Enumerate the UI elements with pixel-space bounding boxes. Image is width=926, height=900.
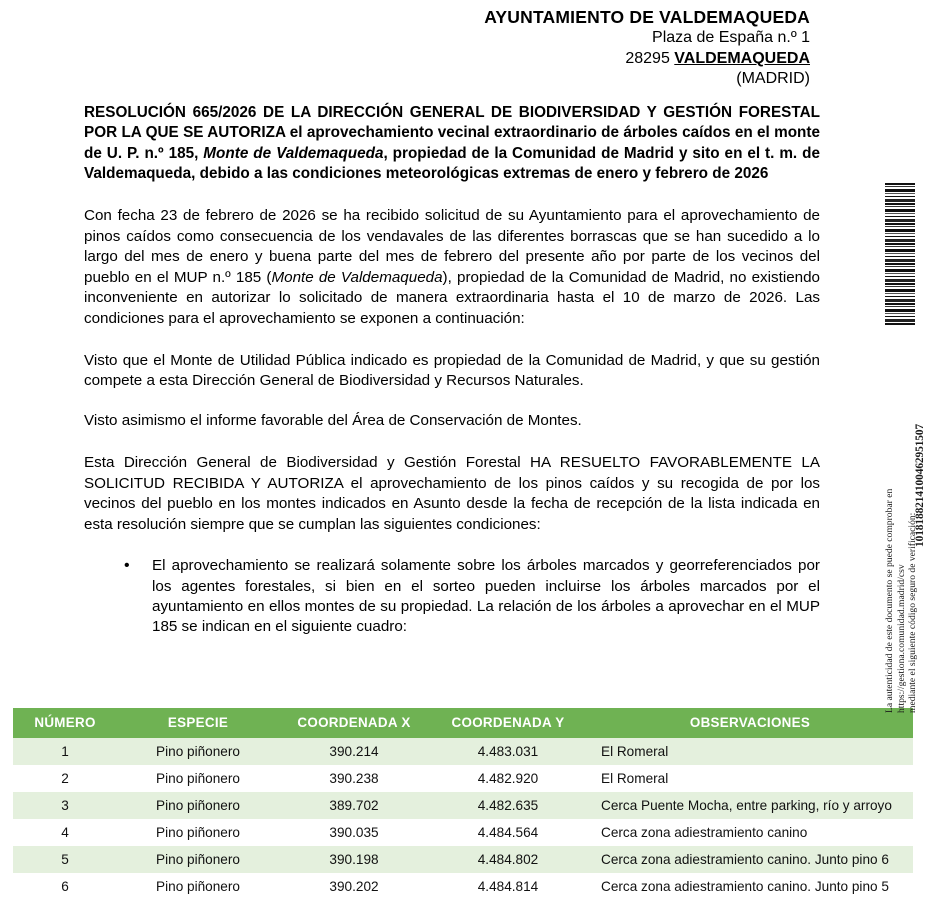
- letterhead-town: VALDEMAQUEDA: [674, 49, 810, 67]
- cell-coordenada-y: 4.482.920: [429, 765, 587, 792]
- letterhead-organization: AYUNTAMIENTO DE VALDEMAQUEDA: [484, 7, 810, 27]
- table-row: [13, 846, 913, 873]
- table-header-observaciones: OBSERVACIONES: [587, 708, 913, 738]
- table-header-row: [13, 708, 913, 738]
- cell-observaciones: El Romeral: [587, 765, 913, 792]
- cell-observaciones: Cerca zona adiestramiento canino. Junto pino 6: [587, 846, 913, 873]
- letterhead-province: (MADRID): [736, 70, 810, 88]
- table-row: [13, 765, 913, 792]
- letterhead-city-line: [484, 49, 810, 69]
- cell-especie: Pino piñonero: [117, 873, 279, 900]
- csv-verification-code: 1018188214100462951507: [914, 423, 926, 547]
- resolution-title-rest-1: el aprovechamiento vecinal extraordinario de árboles caídos en el monte de U. P. n.º 185,: [84, 124, 820, 162]
- resolution-title-rest-2: , propiedad de la Comunidad de Madrid y sito en el t. m. de Valdemaqueda, debido a las condiciones meteorológicas extremas de enero y febrero de 2026: [84, 144, 820, 183]
- csv-verification-strip: [880, 183, 924, 713]
- cell-observaciones: El Romeral: [587, 738, 913, 765]
- barcode-icon: [885, 183, 915, 326]
- cell-coordenada-x: 389.702: [279, 792, 429, 819]
- csv-note-line-3: mediante el siguiente código seguro de verificación:: [907, 512, 919, 713]
- resolution-title-lead: RESOLUCIÓN 665/2026 DE LA DIRECCIÓN GENERAL DE BIODIVERSIDAD Y GESTIÓN FORESTAL POR LA QUE SE AUTORIZA: [84, 104, 820, 142]
- condition-item: • El aprovechamiento se realizará solamente sobre los árboles marcados y georreferenciados por los agentes forestales, si bien en el sorteo pueden incluirse los árboles marcados por el ayuntamiento en ellos montes de su propiedad. La relación de los árboles a aprovechar en el MUP 185 se indican en el siguiente cuadro:: [124, 556, 820, 638]
- table-row: [13, 792, 913, 819]
- paragraph-resuelto: Esta Dirección General de Biodiversidad y Gestión Forestal HA RESUELTO FAVORABLEMENTE LA SOLICITUD RECIBIDA Y AUTORIZA el aprovechamiento de los pinos caídos y su recogida de por los vecinos del pueblo en los montes indicados en Asunto desde la fecha de recepción de la lista indicada en esta resolución siempre que se cumplan las siguientes condiciones:: [84, 454, 820, 533]
- cell-numero: 4: [13, 819, 117, 846]
- cell-observaciones: Cerca zona adiestramiento canino. Junto pino 5: [587, 873, 913, 900]
- table-header-especie: ESPECIE: [117, 708, 279, 738]
- cell-coordenada-y: 4.484.802: [429, 846, 587, 873]
- cell-coordenada-x: 390.238: [279, 765, 429, 792]
- cell-coordenada-x: 390.035: [279, 819, 429, 846]
- table-row: [13, 738, 913, 765]
- cell-coordenada-x: 390.202: [279, 873, 429, 900]
- cell-coordenada-y: 4.483.031: [429, 738, 587, 765]
- letterhead: [484, 6, 810, 90]
- paragraph-solicitud-monte-italic: Monte de Valdemaqueda: [271, 268, 443, 286]
- document-body: [84, 103, 820, 638]
- cell-especie: Pino piñonero: [117, 846, 279, 873]
- cell-coordenada-y: 4.484.814: [429, 873, 587, 900]
- table-header-numero: NÚMERO: [13, 708, 117, 738]
- cell-especie: Pino piñonero: [117, 819, 279, 846]
- cell-observaciones: Cerca zona adiestramiento canino: [587, 819, 913, 846]
- table-row: [13, 873, 913, 900]
- trees-table-head: [13, 708, 913, 738]
- table-header-coordenada-x: COORDENADA X: [279, 708, 429, 738]
- table-row: [13, 819, 913, 846]
- letterhead-postal-code: 28295: [625, 49, 670, 67]
- cell-especie: Pino piñonero: [117, 765, 279, 792]
- csv-note-url: https://gestiona.comunidad.madrid/csv: [895, 564, 907, 713]
- csv-verification-note: [884, 489, 919, 713]
- cell-numero: 5: [13, 846, 117, 873]
- cell-numero: 1: [13, 738, 117, 765]
- cell-coordenada-y: 4.482.635: [429, 792, 587, 819]
- cell-especie: Pino piñonero: [117, 792, 279, 819]
- resolution-title-monte-italic: Monte de Valdemaqueda: [203, 144, 384, 162]
- cell-numero: 6: [13, 873, 117, 900]
- trees-table-container: [13, 708, 913, 900]
- paragraph-solicitud-part-a: Con fecha 23 de febrero de 2026 se ha recibido solicitud de su Ayuntamiento para el aprovechamiento de pinos caídos como consecuencia de los vendavales de las diferentes borrascas que se han sucedido a lo largo del mes de enero y buena parte del mes de febrero del presente año por parte de los vecinos del pueblo en el MUP n.º 185 (: [84, 207, 820, 286]
- conditions-list: [84, 556, 820, 638]
- cell-numero: 3: [13, 792, 117, 819]
- letterhead-address: Plaza de España n.º 1: [652, 29, 810, 47]
- paragraph-solicitud: [84, 206, 820, 329]
- table-header-coordenada-y: COORDENADA Y: [429, 708, 587, 738]
- cell-especie: Pino piñonero: [117, 738, 279, 765]
- trees-table: [13, 708, 913, 900]
- resolution-title: [84, 103, 820, 184]
- cell-numero: 2: [13, 765, 117, 792]
- csv-note-line-1: La autenticidad de este documento se puede comprobar en: [884, 488, 895, 713]
- cell-coordenada-x: 390.198: [279, 846, 429, 873]
- paragraph-visto-monte: Visto que el Monte de Utilidad Pública indicado es propiedad de la Comunidad de Madrid, y que su gestión compete a esta Dirección General de Biodiversidad y Recursos Naturales.: [84, 352, 820, 390]
- trees-table-body: [13, 738, 913, 900]
- cell-coordenada-x: 390.214: [279, 738, 429, 765]
- cell-observaciones: Cerca Puente Mocha, entre parking, río y arroyo: [587, 792, 913, 819]
- paragraph-visto-informe: Visto asimismo el informe favorable del Área de Conservación de Montes.: [84, 411, 582, 429]
- paragraph-solicitud-part-b: ), propiedad de la Comunidad de Madrid, no existiendo inconveniente en autorizar lo solicitado de manera extraordinaria hasta el 10 de marzo de 2026. Las condiciones para el aprovechamiento se exponen a continuación:: [84, 268, 820, 327]
- cell-coordenada-y: 4.484.564: [429, 819, 587, 846]
